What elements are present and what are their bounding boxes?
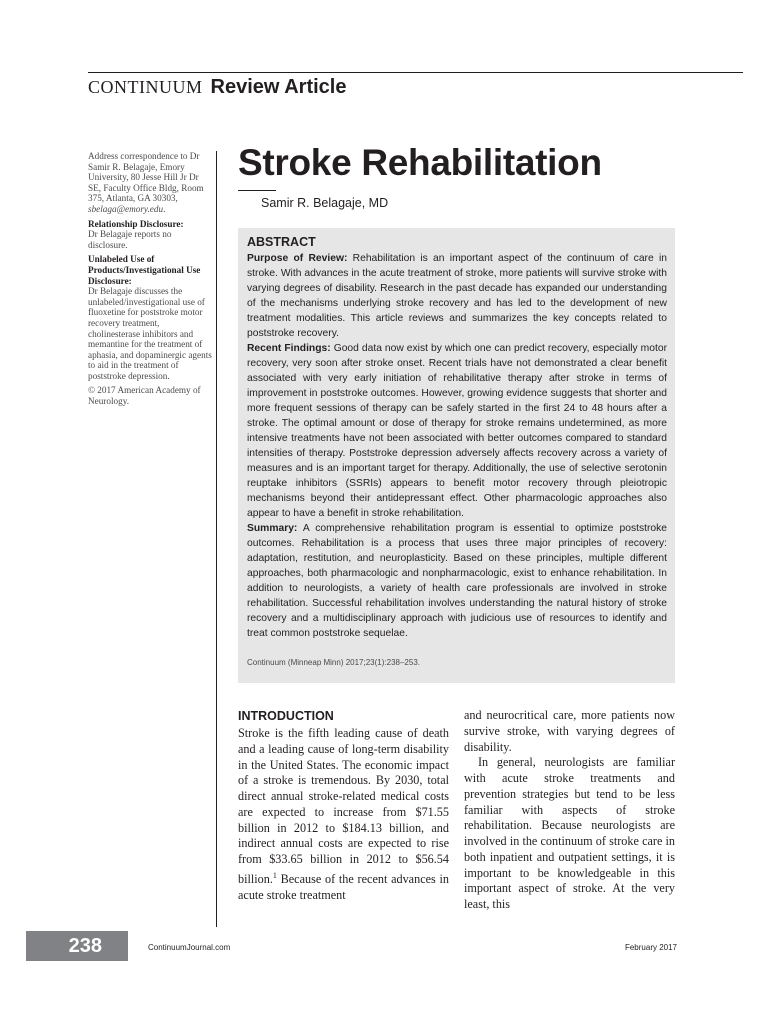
abstract-heading: ABSTRACT bbox=[247, 235, 316, 249]
relationship-disclosure-text: Dr Belagaje reports no disclosure. bbox=[88, 229, 172, 250]
correspondence-note: Address correspondence to Dr Samir R. Belagaje, Emory University, 80 Jesse Hill Jr Dr SE, Faculty Office Bldg, Room 375, Atlanta, GA 30303, sbelaga@emory.edu. bbox=[88, 151, 204, 214]
article-title: Stroke Rehabilitation bbox=[238, 142, 602, 183]
unlabeled-use-heading: Unlabeled Use of Products/Investigational Use Disclosure: bbox=[88, 254, 201, 286]
introduction-paragraph bbox=[238, 726, 449, 903]
body-column-left bbox=[238, 708, 449, 903]
abstract-box bbox=[238, 228, 675, 683]
abstract-citation: Continuum (Minneap Minn) 2017;23(1):238–253. bbox=[247, 658, 420, 667]
footer-date: February 2017 bbox=[624, 943, 677, 952]
title-underline bbox=[238, 190, 276, 191]
body-column-right bbox=[464, 708, 675, 913]
purpose-label: Purpose of Review: bbox=[247, 253, 348, 264]
purpose-text: Rehabilitation is an important aspect of the continuum of care in stroke. With advances in the acute treatment of stroke, more patients will survive stroke with varying degrees of disability. Research in the past decade has expanded our understanding of the mechanisms underlying stroke recovery and has led to the development of new treatment modalities. This article reviews and summarizes the key concepts related to poststroke recovery. bbox=[247, 253, 667, 339]
page-number: 238 bbox=[68, 935, 102, 957]
continued-paragraph: and neurocritical care, more patients now survive stroke, with varying degrees of disability. bbox=[464, 708, 675, 754]
abstract-findings bbox=[247, 341, 667, 521]
findings-text: Good data now exist by which one can predict recovery, especially motor recovery, very soon after stroke onset. Recent trials have not demonstrated a clear benefit associated with very early initiation of rehabilitative therapy after stroke in terms of improvement in poststroke outcomes. However, growing evidence suggests that shorter and more frequent sessions of therapy can be safely started in the first 24 to 48 hours after a stroke. The optimal amount or dose of therapy for stroke remains undetermined, as more intensive treatments have not been associated with better outcomes compared to standard intensities of therapy. Poststroke depression adversely affects recovery across a variety of measures and is an important target for therapy. Additionally, the use of selective serotonin reuptake inhibitors (SSRIs) appears to benefit motor recovery through pleiotropic mechanisms beyond their antidepressant effect. Other pharmacologic approaches also appear to have a benefit in stroke rehabilitation. bbox=[247, 343, 667, 519]
abstract-purpose bbox=[247, 251, 667, 341]
sidebar-notes bbox=[88, 151, 212, 411]
unlabeled-use-text: Dr Belagaje discusses the unlabeled/investigational use of fluoxetine for poststroke motor recovery treatment, cholinesterase inhibitors and memantine for the treatment of aphasia, and dopaminergic agents to aid in the treatment of poststroke depression. bbox=[88, 286, 212, 381]
copyright-note: © 2017 American Academy of Neurology. bbox=[88, 385, 201, 407]
introduction-heading: INTRODUCTION bbox=[238, 709, 334, 723]
findings-label: Recent Findings: bbox=[247, 343, 331, 354]
correspondence-text: Address correspondence to Dr Samir R. Belagaje, Emory University, 80 Jesse Hill Jr Dr SE, Faculty Office Bldg, Room 375, Atlanta, GA 30303, bbox=[88, 151, 204, 204]
intro-text-a: Stroke is the fifth leading cause of death and a leading cause of long-term disability in the United States. The economic impact of a stroke is tremendous. By 2030, total direct annual stroke-related medical costs are expected to increase from $71.55 billion in 2012 to $184.13 billion, and indirect annual costs are expected to rise from $33.65 billion in 2012 to $56.54 billion. bbox=[238, 726, 449, 886]
journal-header bbox=[88, 76, 347, 99]
relationship-disclosure bbox=[88, 219, 212, 251]
unlabeled-use-disclosure bbox=[88, 254, 212, 381]
summary-label: Summary: bbox=[247, 523, 298, 534]
journal-name: CONTINUUM bbox=[88, 77, 203, 97]
neurologists-paragraph: In general, neurologists are familiar with acute stroke treatments and prevention strategies but tend to be less familiar with aspects of stroke rehabilitation. Because neurologists are involved in the continuum of stroke care in both inpatient and outpatient settings, it is important to be knowledgeable in this important aspect of stroke. At the very least, this bbox=[464, 755, 675, 911]
correspondence-email[interactable]: sbelaga@emory.edu bbox=[88, 203, 164, 214]
article-author: Samir R. Belagaje, MD bbox=[261, 196, 389, 210]
header-rule bbox=[88, 72, 743, 73]
footer-site[interactable]: ContinuumJournal.com bbox=[148, 943, 231, 952]
intro-text-b: Because of the recent advances in acute stroke treatment bbox=[238, 871, 449, 902]
article-type: Review Article bbox=[210, 76, 347, 98]
summary-text: A comprehensive rehabilitation program is essential to optimize poststroke outcomes. Rehabilitation is a process that uses three major principles of recovery: adaptation, restitution, and neuroplasticity. Based on these principles, multiple different approaches, both pharmacologic and nonpharmacologic, exist to enhance rehabilitation. In addition to neurologists, a variety of health care professionals are involved in stroke rehabilitation. Successful rehabilitation involves understanding the natural history of stroke recovery and a multidisciplinary approach with judicious use of resources to identify and treat common poststroke sequelae. bbox=[247, 523, 668, 639]
relationship-disclosure-heading: Relationship Disclosure: bbox=[88, 218, 184, 229]
column-divider bbox=[216, 151, 217, 927]
page-number-box bbox=[26, 931, 128, 961]
abstract-summary bbox=[247, 521, 667, 641]
reference-marker[interactable]: 1 bbox=[272, 870, 277, 880]
